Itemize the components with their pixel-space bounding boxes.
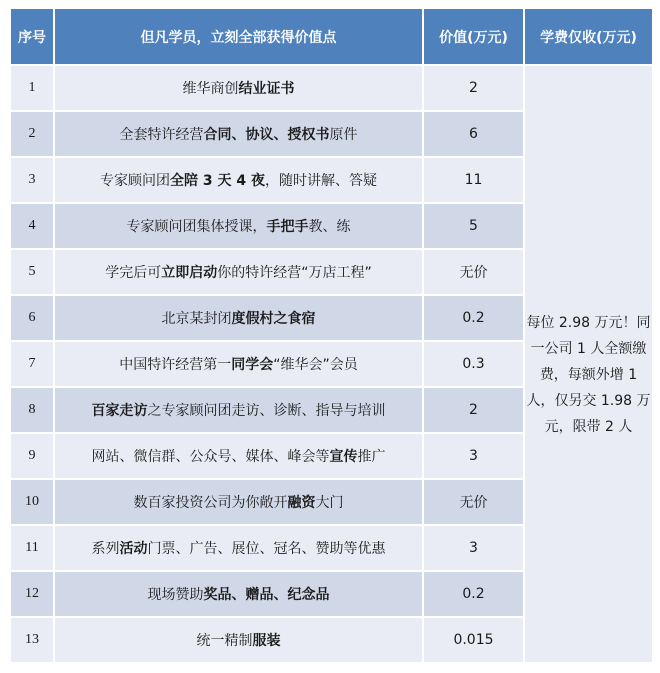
- row-index: 12: [10, 571, 54, 617]
- benefit-text: 中国特许经营第一: [119, 357, 232, 373]
- row-value: 0.2: [423, 295, 524, 341]
- benefit-text: 统一精制: [196, 633, 253, 649]
- row-value: 无价: [423, 479, 524, 525]
- row-index: 13: [10, 617, 54, 663]
- benefit-text: 原件: [329, 127, 358, 143]
- row-benefit: [54, 387, 423, 433]
- row-index: 8: [10, 387, 54, 433]
- header-index: 序号: [10, 8, 54, 65]
- row-value: 0.3: [423, 341, 524, 387]
- benefit-highlight: 奖品、赠品、纪念品: [203, 587, 330, 603]
- row-index: 11: [10, 525, 54, 571]
- row-index: 7: [10, 341, 54, 387]
- row-value: 3: [423, 433, 524, 479]
- row-benefit: [54, 479, 423, 525]
- row-benefit: [54, 295, 423, 341]
- row-benefit: [54, 65, 423, 111]
- benefit-highlight: 同学会: [231, 357, 274, 373]
- benefit-text: “维华会”会员: [273, 357, 358, 373]
- fee-note: 每位 2.98 万元！同一公司 1 人全额缴费，每额外增 1 人，仅另交 1.98 万元，限带 2 人: [526, 315, 651, 435]
- row-index: 4: [10, 203, 54, 249]
- benefit-highlight: 全陪 3 天 4 夜: [170, 173, 265, 189]
- row-benefit: [54, 203, 423, 249]
- benefit-highlight: 宣传: [329, 449, 358, 465]
- benefit-highlight: 合同、协议、授权书: [203, 127, 330, 143]
- header-benefit: 但凡学员，立刻全部获得价值点: [54, 8, 423, 65]
- benefit-highlight: 融资: [287, 495, 316, 511]
- benefit-highlight: 活动: [119, 541, 148, 557]
- benefit-text: 推广: [357, 449, 386, 465]
- benefit-text: 大门: [315, 495, 344, 511]
- row-benefit: [54, 525, 423, 571]
- row-value: 6: [423, 111, 524, 157]
- benefit-text: 现场赞助: [147, 587, 204, 603]
- benefits-price-table: [9, 7, 654, 664]
- row-value: 3: [423, 525, 524, 571]
- row-benefit: [54, 433, 423, 479]
- header-value: 价值(万元): [423, 8, 524, 65]
- benefit-highlight: 立即启动: [161, 265, 218, 281]
- fee-note-cell: [524, 65, 653, 663]
- table-body: [10, 65, 653, 663]
- benefit-text: 之专家顾问团走访、诊断、指导与培训: [147, 403, 386, 419]
- row-index: 3: [10, 157, 54, 203]
- row-value: 0.015: [423, 617, 524, 663]
- row-value: 2: [423, 387, 524, 433]
- benefit-text: 系列: [91, 541, 120, 557]
- benefit-text: 专家顾问团: [100, 173, 170, 189]
- row-index: 1: [10, 65, 54, 111]
- row-index: 5: [10, 249, 54, 295]
- benefit-text: ，随时讲解、答疑: [264, 173, 377, 189]
- benefit-highlight: 手把手: [266, 219, 309, 235]
- benefit-text: 北京某封闭: [161, 311, 232, 327]
- benefit-highlight: 度假村之食宿: [231, 311, 316, 327]
- benefit-text: 全套特许经营: [119, 127, 204, 143]
- benefit-text: 专家顾问团集体授课，: [126, 219, 267, 235]
- row-benefit: [54, 617, 423, 663]
- row-index: 9: [10, 433, 54, 479]
- benefit-text: 你的特许经营“万店工程”: [217, 265, 372, 281]
- row-value: 无价: [423, 249, 524, 295]
- row-index: 10: [10, 479, 54, 525]
- row-value: 2: [423, 65, 524, 111]
- row-value: 0.2: [423, 571, 524, 617]
- row-value: 5: [423, 203, 524, 249]
- benefit-text: 门票、广告、展位、冠名、赞助等优惠: [147, 541, 386, 557]
- row-benefit: [54, 157, 423, 203]
- row-benefit: [54, 571, 423, 617]
- row-benefit: [54, 111, 423, 157]
- benefit-highlight: 服装: [252, 633, 281, 649]
- table-row: [10, 65, 653, 111]
- row-benefit: [54, 341, 423, 387]
- benefit-text: 学完后可: [105, 265, 162, 281]
- row-benefit: [54, 249, 423, 295]
- benefit-highlight: 百家走访: [91, 403, 148, 419]
- header-fee: 学费仅收(万元): [524, 8, 653, 65]
- benefit-text: 网站、微信群、公众号、媒体、峰会等: [91, 449, 330, 465]
- benefit-text: 数百家投资公司为你敞开: [133, 495, 288, 511]
- row-index: 2: [10, 111, 54, 157]
- benefit-text: 教、练: [308, 219, 351, 235]
- row-value: 11: [423, 157, 524, 203]
- table-header-row: [10, 8, 653, 65]
- benefit-text: 维华商创: [182, 81, 239, 97]
- benefit-highlight: 结业证书: [238, 81, 295, 97]
- row-index: 6: [10, 295, 54, 341]
